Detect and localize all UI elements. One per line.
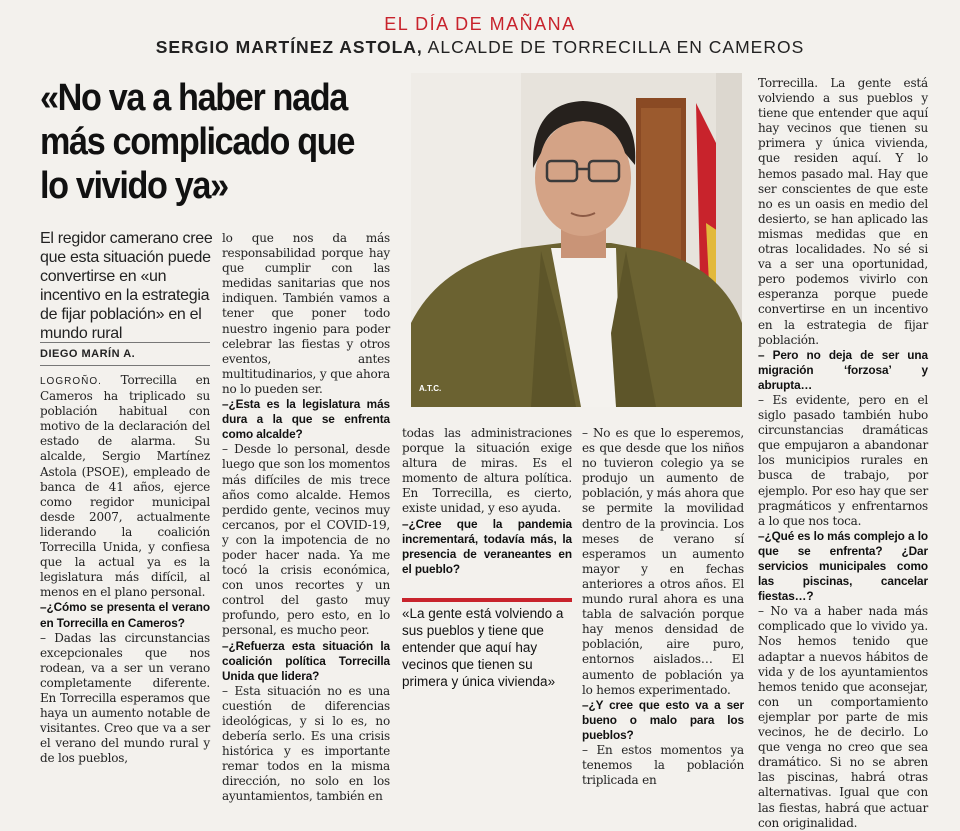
dateline-city: LOGROÑO.	[40, 376, 102, 387]
interview-question: –¿Cómo se presenta el verano en Torrecilla en Cameros?	[40, 600, 210, 630]
article-column-5	[758, 76, 928, 831]
interview-answer: todas las administraciones porque la situación exige altura de miras. Es el momento de altura política. En Torrecilla, es cierto, existe unidad, y eso ayuda.	[402, 426, 572, 516]
photo-credit: A.T.C.	[419, 384, 442, 393]
byline: DIEGO MARÍN A.	[40, 348, 136, 360]
interview-answer: – Es evidente, pero en el siglo pasado también hubo circunstancias dramáticas que empujaron a abandonar los municipios rurales en busca de trabajo, por ejemplo. Por eso hay que ser pragmáticos y enfrentarnos a lo que nos toca.	[758, 392, 928, 528]
byline-rule-bottom	[40, 365, 210, 366]
interview-question: –¿Refuerza esta situación la coalición política Torrecilla Unida que lidera?	[222, 638, 390, 683]
article-column-1	[40, 373, 210, 766]
column-1-lede: Torrecilla en Cameros ha triplicado su población habitual con motivo de la declaración del estado de alarma. Su alcalde, Sergio Martínez Astola (PSOE), empleado de banca de 41 años, ejerce como regidor municipal desde 2007, actualmente liderando la coalición Torrecilla Unida, y confiesa que la actual ya es la legislatura más difícil, al menos en el plano personal.	[40, 373, 210, 600]
interview-question: – Pero no deja de ser una migración ‘forzosa’ y abrupta…	[758, 347, 928, 392]
interviewee-line	[0, 37, 960, 58]
byline-rule-top	[40, 342, 210, 343]
article-column-2	[222, 231, 390, 805]
article-column-4	[582, 426, 744, 788]
interviewee-name: SERGIO MARTÍNEZ ASTOLA,	[155, 37, 423, 57]
interview-answer: – Dadas las circunstancias excepcionales que nos rodean, va a ser un verano completamente diferente. En Torrecilla esperamos que haya un aumento notable de visitantes. Creo que va a ser el verano del mundo rural y de los pueblos,	[40, 630, 210, 766]
pull-quote: «La gente está volviendo a sus pueblos y tiene que entender que aquí hay vecinos que tienen su primera y única vivienda»	[402, 606, 564, 689]
interview-question: –¿Esta es la legislatura más dura a la que se enfrenta como alcalde?	[222, 397, 390, 442]
article-headline: «No va a haber nada más complicado que lo vivido ya»	[40, 77, 355, 207]
interview-question: –¿Cree que la pandemia incrementará, todavía más, la presencia de veraneantes en el pueblo?	[402, 516, 572, 576]
column-1-paragraph-1	[40, 373, 210, 600]
interview-answer: lo que nos da más responsabilidad porque hay que cumplir con las medidas sanitarias que nos indiquen. También vamos a tener que poner todo nuestro ingenio para poder celebrar las fiestas y otros eventos, antes multitudinarios, y que ahora no lo pueden ser.	[222, 231, 390, 396]
portrait-illustration	[411, 73, 742, 407]
interview-question: –¿Qué es lo más complejo a lo que se enfrenta? ¿Dar servicios municipales como las piscinas, cancelar fiestas…?	[758, 528, 928, 604]
interview-answer: – Desde lo personal, desde luego que son los momentos más difíciles de mis trece años como alcalde. Hemos perdido gente, vecinos muy cercanos, por el COVID-19, y con la impotencia de no poder hacer nada. Ya me tocó la crisis económica, con unos recortes y un control del gasto muy profundo, pero esto, en lo personal, es mucho peor.	[222, 442, 390, 638]
interview-question: –¿Y cree que esto va a ser bueno o malo para los pueblos?	[582, 697, 744, 742]
pull-quote-rule	[402, 598, 572, 602]
interview-answer: – No va a haber nada más complicado que lo vivido ya. Nos hemos tenido que adaptar a nuevos hábitos de vida y de los ayuntamientos hemos tenido que aconsejar, con un comportamiento ejemplar por parte de mis vecinos, he de decirlo. Lo que venga no creo que sea dramático. Si no se abren las piscinas, habrá otras alternativas. Igual que con las fiestas, habrá que actuar con originalidad.	[758, 604, 928, 830]
article-dek: El regidor camerano cree que esta situación puede convertirse en «un incentivo en la estrategia de fijar población» en el mundo rural	[40, 230, 213, 342]
section-kicker: EL DÍA DE MAÑANA	[384, 14, 576, 34]
article-column-3	[402, 426, 572, 577]
interview-answer: – En estos momentos ya tenemos la población triplicada en	[582, 742, 744, 788]
interview-answer: Torrecilla. La gente está volviendo a sus pueblos y tiene que entender que aquí hay vecinos que tienen su primera y única vivienda, que residen aquí. Y lo hemos pasado mal. Hay que ser conscientes de que este no es un oasis en medio del desierto, se han aplicado las mismas medidas que en otras localidades. No sé si va a ser una oportunidad, pero podemos vivirlo con esperanza porque puede convertirse en un incentivo en la estrategia de fijar población.	[758, 76, 928, 347]
interviewee-role: ALCALDE DE TORRECILLA EN CAMEROS	[422, 37, 805, 57]
interview-answer: – Esta situación no es una cuestión de diferencias ideológicas, y si lo es, no debería serlo. Es una crisis histórica y es importante remar todos en la misma dirección, no solo en los ayuntamientos, también en	[222, 683, 390, 804]
interviewee-photo	[411, 73, 742, 407]
interview-answer: – No es que lo esperemos, es que desde que los niños no tuvieron colegio ya se produjo un aumento de población, y más ahora que se permite la movilidad dentro de la provincia. Los meses de verano sí esperamos un aumento mayor y en fechas anteriores a otros años. El mundo rural ahora es una tabla de salvación porque hay menos densidad de población, aire puro, entornos aislados… El aumento de población ya lo hemos experimentado.	[582, 426, 744, 697]
